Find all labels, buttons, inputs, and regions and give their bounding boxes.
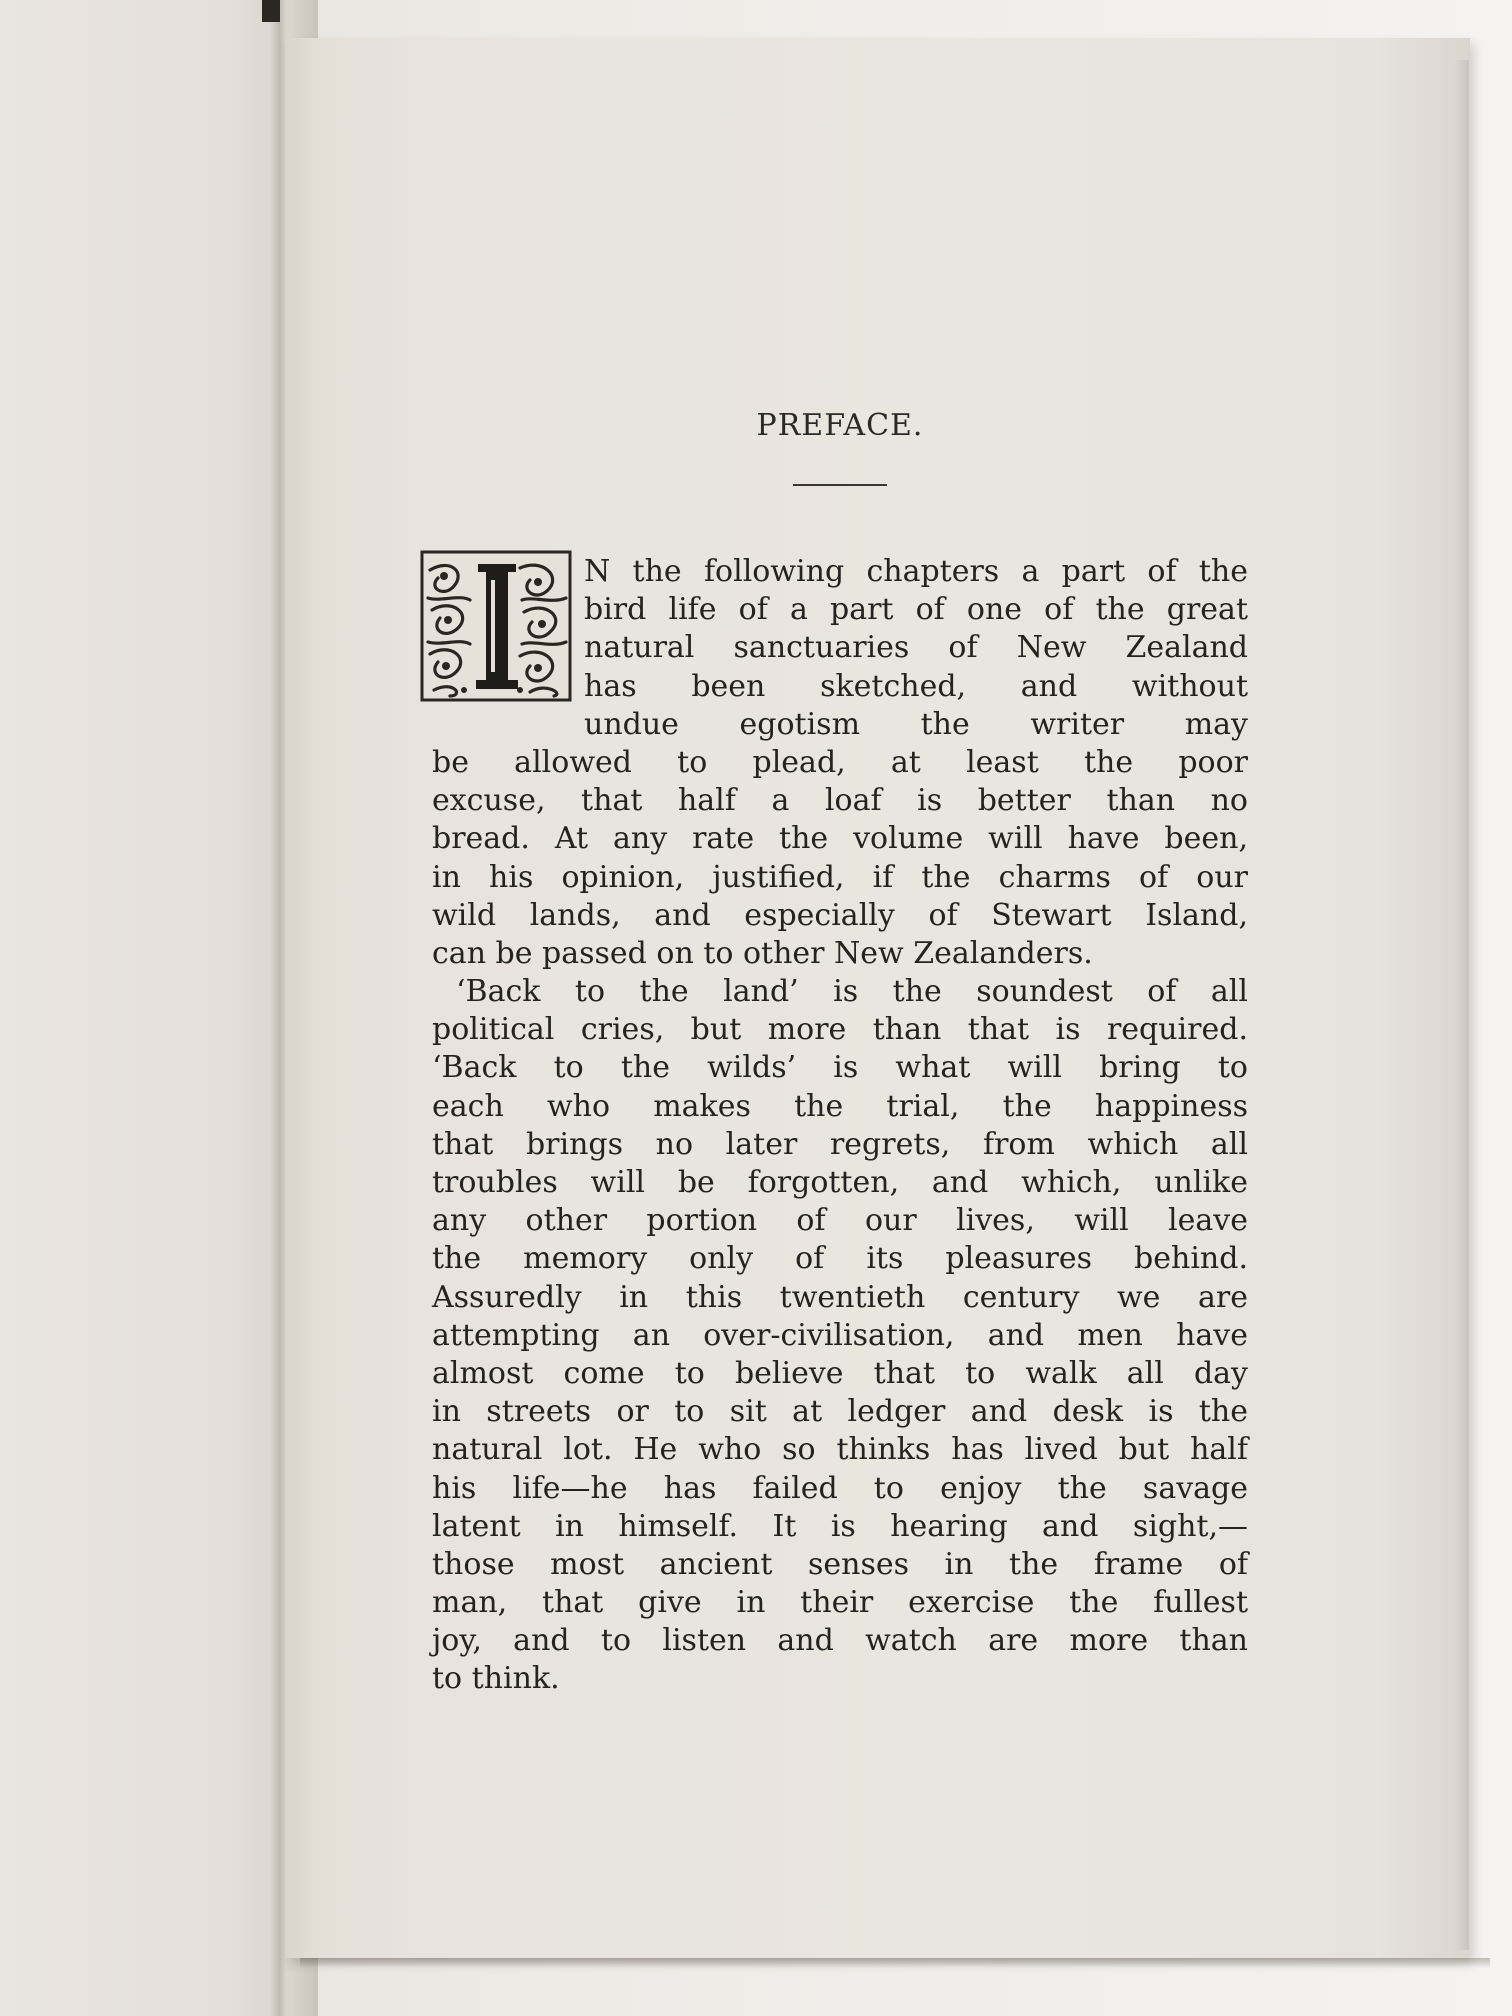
preface-body xyxy=(432,553,1248,1699)
title-rule xyxy=(793,484,887,486)
text-line: can be passed on to other New Zealanders. xyxy=(432,935,1093,971)
book-cover-edge xyxy=(262,0,280,22)
text-line: natural lot. He who so thinks has lived but half xyxy=(432,1432,1248,1468)
text-line: man, that give in their exercise the fullest xyxy=(432,1585,1248,1621)
text-line: to think. xyxy=(432,1661,560,1697)
text-line: has been sketched, and without xyxy=(584,668,1248,704)
page-bottom-shadow xyxy=(300,1958,1490,1968)
page-edge-shadow xyxy=(1455,60,1469,1950)
text-line: those most ancient senses in the frame of xyxy=(432,1546,1248,1582)
text-line: be allowed to plead, at least the poor xyxy=(432,744,1248,780)
text-line: wild lands, and especially of Stewart Island, xyxy=(432,897,1248,933)
text-line: bird life of a part of one of the great xyxy=(584,592,1248,628)
text-line: N the following chapters a part of the xyxy=(584,554,1248,589)
text-line: each who makes the trial, the happiness xyxy=(432,1088,1248,1124)
text-line: his life—he has failed to enjoy the savage xyxy=(432,1470,1248,1506)
page-gutter-shadow xyxy=(270,0,286,2016)
text-line: Assuredly in this twentieth century we are xyxy=(432,1279,1248,1315)
text-line: that brings no later regrets, from which all xyxy=(432,1126,1248,1162)
text-line: political cries, but more than that is required. xyxy=(432,1012,1248,1048)
text-line: ‘Back to the wilds’ is what will bring to xyxy=(432,1050,1248,1086)
text-line: latent in himself. It is hearing and sight,— xyxy=(432,1508,1248,1544)
text-line: undue egotism the writer may xyxy=(584,706,1248,742)
text-line: natural sanctuaries of New Zealand xyxy=(584,630,1248,666)
text-line: in his opinion, justified, if the charms of our xyxy=(432,859,1248,895)
page-title: PREFACE. xyxy=(756,408,924,443)
text-line: excuse, that half a loaf is better than no xyxy=(432,783,1248,819)
text-line: attempting an over-civilisation, and men have xyxy=(432,1317,1248,1353)
text-line: troubles will be forgotten, and which, unlike xyxy=(432,1165,1248,1200)
text-line: ‘Back to the land’ is the soundest of all xyxy=(456,974,1248,1010)
text-line: any other portion of our lives, will leave xyxy=(432,1203,1248,1239)
text-line: almost come to believe that to walk all day xyxy=(432,1355,1248,1391)
text-line: the memory only of its pleasures behind. xyxy=(432,1241,1248,1277)
text-line: joy, and to listen and watch are more than xyxy=(432,1623,1248,1659)
text-line: in streets or to sit at ledger and desk is the xyxy=(432,1394,1248,1430)
text-line: bread. At any rate the volume will have been, xyxy=(432,821,1248,857)
